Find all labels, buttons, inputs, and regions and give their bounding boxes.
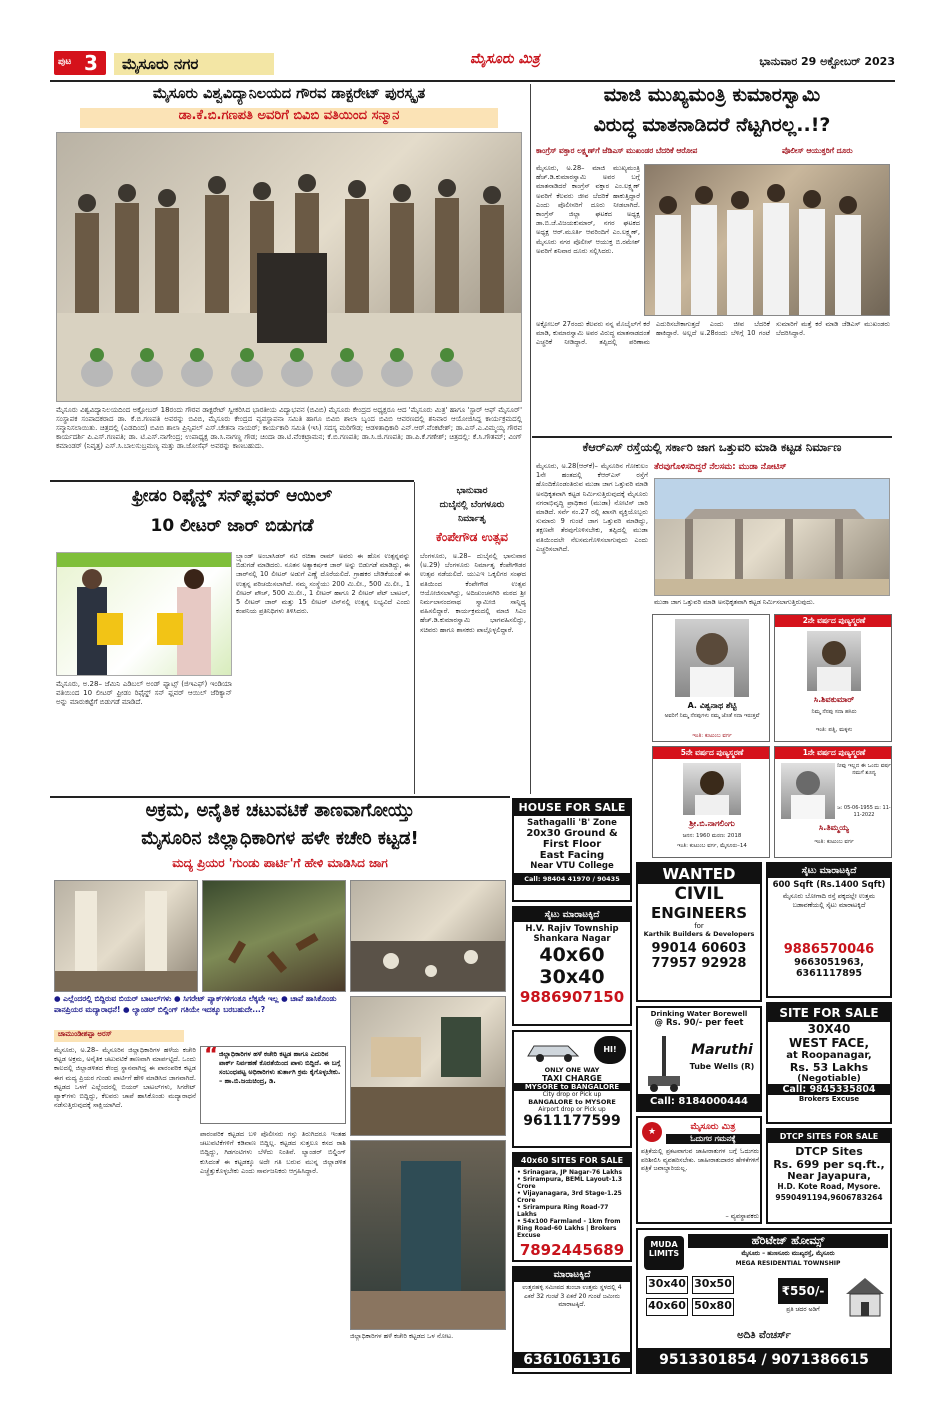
muda-badge bbox=[644, 1236, 684, 1270]
headline: ಮೈಸೂರು ವಿಶ್ವವಿದ್ಯಾನಿಲಯದ ಗೌರವ ಡಾಕ್ಟರೇಟ್ ಪುರಸ್ಕೃತ bbox=[152, 86, 426, 102]
story-body-b: ಅಕ್ಟೋಬರ್ 27ರಂದು ಕೆಲವರು ನನ್ನ ಮೊಬೈಲ್‌ಗೆ ಕರೆ ಮಾಡಿ, ಕುಮಾರಸ್ವಾಮಿ ಅವರ ವಿರುದ್ಧ ಮಾತನಾಡದಂತೆ ಎಚ್ಚರಿಕೆ ನೀಡಿದ್ದಾರೆ. ತಪ್ಪಿದಲ್ಲಿ ಪರಿಣಾಮ ಎದುರಿಸಬೇಕಾಗುತ್ತದೆ ಎಂದು ಜೀವ ಬೆದರಿಕೆ ಹಾಕಿದ್ದಾರೆ. ಅಲ್ಲದೆ ಅ.28ರಂದು ಬೆಳಿಗ್ಗೆ 10 ಗಂಟೆ ಸುಮಾರಿಗೆ ಮತ್ತೆ ಕರೆ ಮಾಡಿ ಜೆಡಿಎಸ್ ಮುಖಂಡರು ಬೆದರಿಸಿದ್ದಾರೆ. bbox=[536, 320, 890, 347]
complaint-photo bbox=[644, 164, 890, 316]
ad-item-5: • 54x100 Farmland - 1km from Ring Road-60 Lakhs | Brokers Excuse bbox=[517, 1218, 621, 1239]
obituary-photo bbox=[683, 763, 741, 815]
subheadline: ಮದ್ಯ ಪ್ರಿಯರ 'ಗುಂಡು ಪಾರ್ಟಿ'ಗೆ ಹೇಳಿ ಮಾಡಿಸಿದ ಜಾಗ bbox=[172, 856, 388, 870]
obituary-name: A. ವಿಶ್ವನಾಥ ಶೆಟ್ಟಿ bbox=[687, 701, 737, 710]
ad-phone: 6361061316 bbox=[514, 1352, 630, 1368]
obituary-thimmaiah bbox=[774, 746, 892, 858]
kicker-2: ದುಬೈನಲ್ಲಿ ಬೆಂಗಳೂರು bbox=[439, 500, 505, 510]
story-body: ಬೆಂಗಳೂರು, ಅ.28– ದುಬೈನಲ್ಲಿ ಭಾನುವಾರ (ಅ.29) ಬೆಂಗಳೂರು ನಿರ್ಮಾತೃ ಕೆಂಪೇಗೌಡರ ಉತ್ಸವ ನಡೆಯಲಿದೆ. ಯುಎಇ ಒಕ್ಕಲಿಗರ ಸಂಘದ ವತಿಯಿಂದ ಕೆಂಪೇಗೌಡ ಉತ್ಸವ ಆಯೋಜಿಸಲಾಗಿದ್ದು, ಅದಿಚುಂಚನಗಿರಿ ಮಠದ ಶ್ರೀ ನಿರ್ಮಲಾನಂದನಾಥ ಸ್ವಾಮೀಜಿ ಸಾನ್ನಿಧ್ಯ ವಹಿಸಲಿದ್ದಾರೆ. ಕಾರ್ಯಕ್ರಮದಲ್ಲಿ ಮಾಜಿ ಸಿಎಂ ಹೆಚ್.ಡಿ.ಕುಮಾರಸ್ವಾಮಿ ಭಾಗವಹಿಸಲಿದ್ದು, ಸಚಿವರು ಹಾಗೂ ಶಾಸಕರು ಪಾಲ್ಗೊಳ್ಳಲಿದ್ದಾರೆ. bbox=[420, 552, 526, 634]
obituary-family: ಇಂತಿ: ಪತ್ನಿ, ಮಕ್ಕಳು bbox=[815, 727, 853, 733]
taxi-badge-icon: HI! bbox=[594, 1036, 626, 1064]
photo-caption: ಜಿಲ್ಲಾಧಿಕಾರಿಗಳ ಹಳೆ ಕಚೇರಿ ಕಟ್ಟಡದ ಒಳ ನೋಟ. bbox=[350, 1332, 454, 1340]
ad-site-roopanagar bbox=[766, 1002, 892, 1124]
ad-line-2: TAXI CHARGE bbox=[542, 1074, 602, 1083]
ad-body: ಮೈಸೂರು ಬೋಗಾದಿ ರಸ್ತೆ ಪಕ್ಕದಲ್ಲೇ ಉತ್ತಮ ಬಡಾವಣೆಯಲ್ಲಿ ಸೈಟು ಮಾರಾಟಕ್ಕಿದೆ bbox=[782, 892, 876, 909]
obituary-header: 5ನೇ ವರ್ಷದ ಪುಣ್ಯಸ್ಮರಣೆ bbox=[653, 747, 770, 759]
size-4: 50x80 bbox=[692, 1298, 734, 1316]
story-body-2: ಪಾರಂಪರಿಕ ಕಟ್ಟಡದ ಬಳಿ ಪೊಲೀಸರು ಗಸ್ತು ತಿರುಗಿದರೂ ಇಂತಹ ಚಟುವಟಿಕೆಗಳಿಗೆ ಕಡಿವಾಣ ಬಿದ್ದಿಲ್ಲ. ಕಟ್ಟಡದ ಸುತ್ತಲೂ ಕಸದ ರಾಶಿ ಬಿದ್ದಿದ್ದು, ಗಿಡಗಂಟಿಗಳು ಬೆಳೆದು ನಿಂತಿವೆ. ಲ್ಯಾಂಡರ್ ಬಿಲ್ಡಿಂಗ್ ಕುಸಿದಂತೆ ಈ ಕಟ್ಟಡಕ್ಕೂ ಅದೇ ಗತಿ ಬರುವ ಮುನ್ನ ಜಿಲ್ಲಾಡಳಿತ ಎಚ್ಚೆತ್ತುಕೊಳ್ಳಬೇಕು ಎಂದು ಸಾರ್ವಜನಿಕರು ಆಗ್ರಹಿಸಿದ್ದಾರೆ. bbox=[200, 1130, 346, 1175]
ad-line-5: Near VTU College bbox=[530, 861, 614, 871]
construction-photo bbox=[654, 478, 890, 596]
section-name: ಮೈಸೂರು ನಗರ bbox=[114, 53, 274, 75]
size-3: 40x60 bbox=[646, 1298, 688, 1316]
door-photo bbox=[350, 1140, 506, 1330]
ad-taxi bbox=[512, 1030, 632, 1148]
kicker-1: ಭಾನುವಾರ bbox=[456, 486, 488, 496]
ad-title: DTCP SITES FOR SALE bbox=[768, 1130, 890, 1143]
obituary-dates: ಜ: 05-06-1955 ಮ: 11-11-2022 bbox=[837, 805, 891, 818]
top-rule bbox=[532, 436, 892, 438]
garbage-photo bbox=[350, 880, 506, 992]
ad-dtcp-sites bbox=[766, 1128, 892, 1224]
ad-brand-sub: Tube Wells (R) bbox=[689, 1062, 755, 1071]
headline: ಕೆಂಪೇಗೌಡ ಉತ್ಸವ bbox=[436, 530, 508, 544]
ad-line-1: WANTED bbox=[638, 864, 760, 884]
ad-sub: ಮೈಸೂರು – ಹುಣಸೂರು ಮುಖ್ಯರಸ್ತೆ, ಮೈಸೂರು bbox=[741, 1250, 835, 1257]
ad-size-2: 30x40 bbox=[539, 966, 605, 988]
ad-phone-2: 77957 92928 bbox=[651, 956, 747, 971]
ad-readers-notice bbox=[636, 1116, 762, 1224]
headline: ಕೆಆರ್‌ಎಸ್ ರಸ್ತೆಯಲ್ಲಿ ಸರ್ಕಾರಿ ಜಾಗ ಒತ್ತುವರಿ ಮಾಡಿ ಕಟ್ಟಡ ನಿರ್ಮಾಣ bbox=[582, 440, 842, 454]
obituary-info: ನೀವು ಇಲ್ಲದ ಈ ಒಂದು ವರ್ಷ ನಮಗೆ ಶೂನ್ಯ bbox=[837, 763, 891, 776]
felicitation-photo bbox=[56, 132, 522, 402]
photo-caption: ಮೈಸೂರು ವಿಶ್ವವಿದ್ಯಾನಿಲಯದಿಂದ ಅಕ್ಟೋಬರ್ 18ರಂದು ಗೌರವ ಡಾಕ್ಟರೇಟ್ ಸ್ವೀಕರಿಸಿದ ಭಾರತೀಯ ವಿದ್ಯಾಭವನ (ಬಿವಿಬಿ) ಮೈಸೂರು ಕೇಂದ್ರದ ಅಧ್ಯಕ್ಷರೂ ಆದ 'ಮೈಸೂರು ಮಿತ್ರ' ಹಾಗೂ 'ಸ್ಟಾರ್ ಆಫ್ ಮೈಸೂರ್' ಸಂಸ್ಥಾಪಕ ಸಂಪಾದಕರಾದ ಡಾ. ಕೆ.ಬಿ.ಗಣಪತಿ ಅವರನ್ನು ಬಿವಿಬಿ, ಮೈಸೂರು ಕೇಂದ್ರದ ವ್ಯವಸ್ಥಾಪನಾ ಸಮಿತಿ ಹಾಗೂ ಬಿವಿಬಿ ಶಾಲಾ ಬೃಂದ ಬಿವಿಬಿ ಆವರಣದಲ್ಲಿ ಶನಿವಾರ ಆಯೋಜಿಸಿದ್ದ ಕಾರ್ಯಕ್ರಮದಲ್ಲಿ ಸನ್ಮಾನಿಸಲಾಯಿತು. ಚಿತ್ರದಲ್ಲಿ (ಎಡದಿಂದ) ಬಿವಿಬಿ ಶಾಲಾ ಪ್ರಿನ್ಸಿಪಲ್ ಎಸ್.ಚೇತನಾ ನಾಯರ್; ಕಾರ್ಯಕಾರಿ ಸಮಿತಿ (ಇಸಿ) ಸದಸ್ಯ ಮರಿಗೌಡ; ಆಡಳಿತಾಧಿಕಾರಿ ಎನ್.ಆರ್.ವೆಂಕಟೇಶ್; ಡಾ.ಎಸ್.ಎ.ವಿಮ್ಮಯ್ಯ ಗೌರವ ಕಾರ್ಯದರ್ಶಿ ಪಿ.ಎಸ್.ಗಣಪತಿ; ಡಾ. ಟಿ.ಎಸ್.ನಾಗೇಂದ್ರ; ಉಪಾಧ್ಯಕ್ಷ ಡಾ.ಸಿ.ನಾಗಣ್ಣ ಗೌಡ; ಚಿಂದಾ ಡಾ.ಟಿ.ವೆಂಕಟ್ರಾಮನ; ಕೆ.ಬಿ.ಗಣಪತಿ; ಡಾ.ಸಿ.ಜಿ.ಗಣಪತಿ; ಡಾ.ಪಿ.ಕೆ.ಗಣೇಶ್; ಚಿತ್ರದಲ್ಲಿ: ಕೆ.ಸಿ.ಗೌತಮ್; ವಿಂಗ್ ಕಮಾಂಡರ್ (ನಿವೃತ್ತ) ಎಸ್.ಸಿ.ಬಾಲಸುಬ್ರಮಣ್ಯ ಮತ್ತು ಡಾ.ಜೋಸೆಫ್ ಅವರನ್ನು ಕಾಣಬಹುದು. bbox=[56, 406, 522, 450]
headline-line2: ವಿರುದ್ಧ ಮಾತನಾಡಿದರೆ ನೆಟ್ಟಗಿರಲ್ಲ..!? bbox=[593, 114, 831, 136]
ad-borewell bbox=[636, 1006, 762, 1112]
story-body-a: ಮೈಸೂರು, ಅ.28– ಮಾಜಿ ಮುಖ್ಯಮಂತ್ರಿ ಹೆಚ್.ಡಿ.ಕುಮಾರಸ್ವಾಮಿ ಅವರ ಬಗ್ಗೆ ಮಾತನಾಡಿದರೆ ಕಾಂಗ್ರೆಸ್ ವಕ್ತಾರ ಎಂ.ಲಕ್ಷ್ಮಣ್ ಅವರಿಗೆ ಕೆಲವರು ಜೀವ ಬೆದರಿಕೆ ಹಾಕುತ್ತಿದ್ದಾರೆ ಎಂದು ಪೊಲೀಸರಿಗೆ ದೂರು ನೀಡಲಾಗಿದೆ. ಕಾಂಗ್ರೆಸ್ ಜಿಲ್ಲಾ ಘಟಕದ ಅಧ್ಯಕ್ಷ ಡಾ.ಬಿ.ಜೆ.ವಿಜಯಕುಮಾರ್, ನಗರ ಘಟಕದ ಅಧ್ಯಕ್ಷ ಆರ್.ಮೂರ್ತಿ ಆವರಿಂದಿಗೆ ಎಂ.ಲಕ್ಷ್ಮಣ್, ಮೈಸೂರು ನಗರ ಪೊಲೀಸ್ ಆಯುಕ್ತ ಬಿ.ರಮೇಶ್ ಅವರಿಗೆ ಶನಿವಾರ ದೂರು ಸಲ್ಲಿಸಿದರು. bbox=[536, 164, 640, 255]
ad-40x60-sites bbox=[512, 1152, 632, 1262]
car-icon bbox=[524, 1038, 584, 1062]
headline-line2: 10 ಲೀಟರ್ ಜಾರ್ ಬಿಡುಗಡೆ bbox=[150, 516, 314, 536]
issue-date: ಭಾನುವಾರ 29 ಅಕ್ಟೋಬರ್ 2023 bbox=[759, 55, 895, 68]
kicker-3: ನಿರ್ಮಾತೃ bbox=[458, 514, 486, 524]
ad-line-4: Rs. 53 Lakhs bbox=[789, 1061, 869, 1074]
quote-text: ಜಿಲ್ಲಾಧಿಕಾರಿಗಳ ಹಳೆ ಕಚೇರಿ ಕಟ್ಟಡ ಹಾಗೂ ಎದುರಿನ ಪಾರ್ಕ್ ನಿರ್ವಹಣೆ ಕೊರತೆಯಿಂದ ಪಾಳು ಬಿದ್ದಿದೆ. ಈ ಬಗ್ಗೆ ಸಂಬಂಧಪಟ್ಟ ಅಧಿಕಾರಿಗಳು ತುರ್ತಾಗಿ ಕ್ರಮ ಕೈಗೊಳ್ಳಬೇಕು. – ಹಾ.ಬಿ.ಜಯಚಿಂದ್ರ, ಡಿ. bbox=[219, 1050, 341, 1085]
ad-header: ಮಾರಾಟಕ್ಕಿದೆ bbox=[514, 1268, 630, 1282]
obituary-shivakumar bbox=[774, 614, 892, 742]
ad-line-5: BANGALORE to MYSORE bbox=[528, 1098, 616, 1106]
ad-line-5: Karthik Builders & Developers bbox=[643, 930, 755, 938]
ad-line-4: H.D. Kote Road, Mysore. bbox=[777, 1182, 881, 1191]
ad-line-1: 30X40 bbox=[807, 1022, 851, 1036]
story-body-1: ಮೈಸೂರು, ಅ.28– ಮೈಸೂರಿನ ಜಿಲ್ಲಾಧಿಕಾರಿಗಳ ಹಳೆಯ ಕಚೇರಿ ಕಟ್ಟಡ ಅಕ್ರಮ, ಅನೈತಿಕ ಚಟುವಟಿಕೆ ತಾಣವಾಗಿ ಮಾರ್ಪಟ್ಟಿದೆ. ಒಂದು ಕಾಲದಲ್ಲಿ ಜಿಲ್ಲಾಡಳಿತದ ಕೇಂದ್ರ ಸ್ಥಾನವಾಗಿದ್ದ ಈ ಪಾರಂಪರಿಕ ಕಟ್ಟಡ ಈಗ ಮದ್ಯ ಪ್ರಿಯರ ಗುಂಡು ಪಾರ್ಟಿಗೆ ಹೇಳಿ ಮಾಡಿಸಿದ ಜಾಗವಾಗಿದೆ. ಕಟ್ಟಡದ ಒಳಗೆ ಎಲ್ಲೆಂದರಲ್ಲಿ ಬಿಯರ್ ಬಾಟಲ್‌ಗಳು, ಸಿಗರೇಟ್ ಪ್ಯಾಕ್‌ಗಳು ಬಿದ್ದಿದ್ದು, ಕೆಲವರು ಚಾಪೆ ಹಾಸಿಕೊಂಡು ಮದ್ಯಾರಾಧನೆ ನಡೆಸುತ್ತಿರುವುದಕ್ಕೆ ಸಾಕ್ಷಿಯಾಗಿದೆ. bbox=[54, 1046, 196, 1110]
ad-line-1: Sathagalli 'B' Zone bbox=[527, 818, 617, 828]
obituary-header: 1ನೇ ವರ್ಷದ ಪುಣ್ಯಸ್ಮರಣೆ bbox=[775, 747, 892, 759]
story-freedom-oil bbox=[50, 480, 414, 794]
newspaper-name: ಮೈಸೂರು ಮಿತ್ರ bbox=[470, 51, 540, 67]
ad-line-3: MYSORE to BANGALORE bbox=[514, 1083, 630, 1091]
story-body: ಮೈಸೂರು, ಅ.28(ಆರ್‌ಕೆ)– ಮೈಸೂರಿನ ಗೋಕುಲಂ 1ನೇ ಹಂತದಲ್ಲಿ ಕೆಆರ್‌ಎಸ್ ರಸ್ತೆಗೆ ಹೊಂದಿಕೊಂಡಂತಿರುವ ಮುಡಾ ಜಾಗ ಒತ್ತುವರಿ ಮಾಡಿ ಅನಧಿಕೃತವಾಗಿ ಕಟ್ಟಡ ನಿರ್ಮಿಸುತ್ತಿರುವುದಕ್ಕೆ ಮೈಸೂರು ನಗರಾಭಿವೃದ್ಧಿ ಪ್ರಾಧಿಕಾರ (ಮುಡಾ) ನೋಟಿಸ್ ಜಾರಿ ಮಾಡಿದೆ. ಸರ್ವೆ ನಂ.27 ರಲ್ಲಿ ಖಾಸಗಿ ವ್ಯಕ್ತಿಯೊಬ್ಬರು ಸುಮಾರು 9 ಗುಂಟೆ ಜಾಗ ಒತ್ತುವರಿ ಮಾಡಿದ್ದು, ತಕ್ಷಣವೇ ತೆರವುಗೊಳಿಸಬೇಕು, ತಪ್ಪಿದಲ್ಲಿ ಮುಡಾ ವತಿಯಿಂದಲೇ ನೆಲಸಮಗೊಳಿಸಲಾಗುವುದು ಎಂದು ಎಚ್ಚರಿಸಲಾಗಿದೆ. bbox=[536, 462, 648, 553]
interior-photo bbox=[350, 996, 506, 1136]
ad-phone: Call: 9845335804 bbox=[768, 1084, 890, 1095]
ad-line-3: ENGINEERS bbox=[650, 904, 748, 922]
photo-caption: ಮೈಸೂರು, ಅ.28– ಜೆಮಿನಿ ಎಡಿಬಲ್ ಅಂಡ್ ಫ್ಯಾಟ್ಸ್ (ಜಿಇಎಫ್) ಇಂಡಿಯಾ ವತಿಯಿಂದ 10 ಲೀಟರ್ ಫ್ರೀಡಂ ರಿಫೈನ್ಡ್ ಸನ್ ಫ್ಲವರ್ ಆಯಿಲ್ ಜೆರಿಕ್ಯಾನ್ ಅನ್ನು ಮಾರುಕಟ್ಟೆಗೆ ಬಿಡುಗಡೆ ಮಾಡಿದೆ. bbox=[56, 680, 232, 706]
ad-house-for-sale bbox=[512, 798, 632, 902]
ad-line-5: (Negotiable) bbox=[797, 1074, 861, 1084]
ad-header: ಸೈಟು ಮಾರಾಟಕ್ಕಿದೆ bbox=[768, 864, 890, 878]
ad-line-1: 600 Sqft (Rs.1400 Sqft) bbox=[772, 880, 886, 890]
group-photo-figures bbox=[57, 133, 522, 402]
headline-line1: ಫ್ರೀಡಂ ರಿಫೈನ್ಡ್ ಸನ್‌ಫ್ಲವರ್ ಆಯಿಲ್ bbox=[131, 486, 333, 506]
column-rule bbox=[530, 84, 531, 794]
ad-item-4: • Srirampura Ring Road-77 Lakhs bbox=[517, 1204, 609, 1218]
ad-line-1: Drinking Water Borewell bbox=[650, 1010, 748, 1018]
obituary-photo bbox=[675, 619, 749, 697]
ad-township: MEGA RESIDENTIAL TOWNSHIP bbox=[735, 1260, 841, 1267]
obituary-name: ಸಿ.ಶಿವಕುಮಾರ್ bbox=[813, 695, 855, 704]
ad-brand: Maruthi bbox=[691, 1042, 753, 1058]
drilling-rig-icon bbox=[644, 1036, 684, 1092]
ad-body: ಪತ್ರಿಕೆಯಲ್ಲಿ ಪ್ರಕಟವಾಗುವ ಜಾಹೀರಾತುಗಳ ಬಗ್ಗೆ ಓದುಗರು ಪರಿಶೀಲಿಸಿ ವ್ಯವಹರಿಸಬೇಕು. ಜಾಹೀರಾತುದಾರರ ಹೇಳಿಕೆಗಳಿಗೆ ಪತ್ರಿಕೆ ಜವಾಬ್ದಾರಿಯಲ್ಲ. bbox=[641, 1148, 759, 1172]
ad-land-sale bbox=[512, 1266, 632, 1374]
page-number: 3 bbox=[84, 51, 98, 75]
ad-title: SITE FOR SALE bbox=[768, 1004, 890, 1022]
ad-phone: Call: 98404 41970 / 90435 51407 bbox=[514, 873, 630, 885]
price: ₹550/- bbox=[778, 1278, 828, 1304]
pull-quote bbox=[200, 1046, 346, 1124]
obituary-family: ಇಂತಿ: ಕುಟುಂಬ ವರ್ಗ, ಮೈಸೂರು–14 bbox=[677, 843, 747, 849]
quote-mark-icon: “ bbox=[204, 1046, 219, 1068]
ad-line-6: Airport drop or Pick up bbox=[538, 1106, 606, 1113]
story-honorary-doctorate bbox=[50, 84, 528, 476]
page-header bbox=[50, 47, 895, 79]
house-icon bbox=[842, 1274, 888, 1318]
ad-header: ಸೈಟು ಮಾರಾಟಕ್ಕಿದೆ bbox=[514, 908, 630, 922]
byline: ಚಾಮುಂಡೀಶಪ್ಪಾ ಅರಸ್ bbox=[54, 1030, 184, 1042]
size-2: 30x50 bbox=[692, 1276, 734, 1294]
ad-line-6: Brokers Excuse bbox=[798, 1095, 860, 1103]
ad-line-4: City drop or Pick up bbox=[542, 1091, 602, 1098]
ad-body: ಉತ್ತನಹಳ್ಳಿ ಸಮೀಪದ ತುಂಬಾ ಉತ್ತಮ ಸ್ಥಳದಲ್ಲಿ 4 ಎಕರೆ 32 ಗುಂಟೆ 3 ಏಕರೆ 20 ಗುಂಟೆ ಜಮೀನು ಮಾರಾಟಕ್ಕಿದೆ. bbox=[522, 1284, 622, 1308]
story-encroachment bbox=[532, 436, 892, 612]
ad-phone: 9886907150 bbox=[519, 988, 625, 1006]
ad-paper: ಮೈಸೂರು ಮಿತ್ರ bbox=[690, 1122, 736, 1132]
obituary-vishwanath bbox=[652, 614, 770, 742]
ad-line-3: at Roopanagar, bbox=[786, 1050, 872, 1061]
headline-line1: ಮಾಜಿ ಮುಖ್ಯಮಂತ್ರಿ ಕುಮಾರಸ್ವಾಮಿ bbox=[603, 84, 821, 106]
ad-line-3: Near Jayapura, bbox=[787, 1171, 871, 1182]
ad-line-4: East Facing bbox=[539, 850, 605, 861]
top-rule bbox=[50, 480, 414, 482]
ad-phone: 9590491194,9606783264 bbox=[775, 1193, 883, 1202]
ad-phone: 9513301854 / 9071386615 bbox=[638, 1348, 890, 1372]
ad-heritage-homes bbox=[636, 1228, 892, 1374]
ad-site-600sqft bbox=[766, 862, 892, 998]
obituary-info: ನಿಮ್ಮ ನೆನಪು ಸದಾ ಹಸಿರು bbox=[811, 709, 857, 715]
story-body: ಬ್ರ್ಯಾಂಡ್ ಅಂಬಾಸಿಡರ್ ನಟಿ ರಚಿತಾ ರಾಮ್ ಅವರು ಈ ಹೊಸ ಉತ್ಪನ್ನವನ್ನು ಬಿಡುಗಡೆ ಮಾಡಿದರು. ನೂತನ ಅತ್ಯಾಕರ್ಷಕ ಜಾರ್ ಅನ್ನು ಬಿಡುಗಡೆ ಮಾಡಿದ್ದು, ಈ ಜಾರ್‌ನಲ್ಲಿ 10 ಲೀಟರ್ ಅಡುಗೆ ಎಣ್ಣೆ ದೊರೆಯಲಿದೆ. ಗ್ರಾಹಕರ ಬೇಡಿಕೆಯಂತೆ ಈ ಉತ್ಪನ್ನ ಪರಿಚಯಿಸಲಾಗಿದೆ. ನಮ್ಮ ಸಂಸ್ಥೆಯು 200 ಮಿ.ಲೀ., 500 ಮಿ.ಲೀ., 1 ಲೀಟರ್ ಪೌಚ್, 500 ಮಿ.ಲೀ., 1 ಲೀಟರ್ ಹಾಗೂ 2 ಲೀಟರ್ ಪೆಟ್ ಬಾಟಲ್, 5 ಲೀಟರ್ ಜಾರ್ ಮತ್ತು 15 ಲೀಟರ್ ಟಿನ್‌ನಲ್ಲಿ ಉತ್ಪನ್ನ ಲಭ್ಯವಿದೆ ಎಂದು ಕಂಪನಿಯ ಪ್ರತಿನಿಧಿಗಳು ತಿಳಿಸಿದರು. bbox=[236, 552, 410, 616]
ad-phone-1: 99014 60603 bbox=[651, 941, 747, 956]
ad-brand: ಹೆರಿಟೇಜ್ ಹೋಮ್ಸ್ bbox=[688, 1234, 888, 1248]
ad-phone: 9611177599 bbox=[523, 1113, 621, 1129]
ad-line-2: Rs. 699 per sq.ft., bbox=[773, 1158, 885, 1171]
price-note: ಪ್ರತಿ ಚದರ ಅಡಿಗೆ bbox=[786, 1306, 820, 1313]
obituary-photo bbox=[781, 763, 835, 819]
badge-line-2: LIMITS bbox=[648, 1249, 680, 1258]
ad-line-2: 20x30 Ground & bbox=[526, 828, 618, 839]
ad-line-2: CIVIL bbox=[674, 884, 724, 904]
obituary-info: ಜನನ: 1960 ಮರಣ: 2018 bbox=[682, 833, 742, 839]
ad-phone-2: 9663051963, 6361117895 bbox=[794, 957, 864, 979]
ad-title: 40x60 SITES FOR SALE bbox=[514, 1154, 630, 1167]
emblem-icon: ★ bbox=[642, 1122, 662, 1142]
bottles-photo bbox=[202, 880, 346, 992]
badge-line-1: MUDA bbox=[650, 1240, 678, 1249]
obituary-family: ಇಂತಿ: ಕುಟುಂಬ ವರ್ಗ bbox=[814, 839, 854, 845]
ad-wanted-civil-engineers bbox=[636, 862, 762, 1002]
obituary-name: ಸಿ.ತಿಮ್ಮಯ್ಯ bbox=[819, 823, 849, 832]
ad-line-4: for bbox=[694, 922, 704, 930]
headline-line2: ಮೈಸೂರಿನ ಜಿಲ್ಲಾಧಿಕಾರಿಗಳ ಹಳೇ ಕಚೇರಿ ಕಟ್ಟಡ! bbox=[141, 828, 419, 849]
story-kumaraswamy bbox=[532, 84, 892, 434]
ad-line-2: WEST FACE, bbox=[788, 1036, 870, 1050]
column-rule bbox=[414, 482, 415, 794]
obituary-header: 2ನೇ ವರ್ಷದ ಪುಣ್ಯಸ್ಮರಣೆ bbox=[775, 615, 892, 627]
subheadline: ಡಾ.ಕೆ.ಬಿ.ಗಣಪತಿ ಅವರಿಗೆ ಬಿವಿಬಿ ವತಿಯಿಂದ ಸನ್ಮಾನ bbox=[80, 108, 498, 128]
photo-caption: ಮುಡಾ ಜಾಗ ಒತ್ತುವರಿ ಮಾಡಿ ಅನಧಿಕೃತವಾಗಿ ಕಟ್ಟಡ ನಿರ್ಮಿಸಲಾಗುತ್ತಿರುವುದು. bbox=[654, 598, 815, 606]
bullet-points: ● ಎಲ್ಲೆಂದರಲ್ಲಿ ಬಿದ್ದಿರುವ ಬಿಯರ್ ಬಾಟಲ್‌ಗಳು ● ಸಿಗರೇಟ್ ಪ್ಯಾಕ್‌ಗಳಿಗಂತೂ ಲೆಕ್ಕವೇ ಇಲ್ಲ ● ಚಾಪೆ ಹಾಸಿಕೊಂಡು ಪಾನಪ್ರಿಯರ ಮದ್ಯಾರಾಧನೆ! ● ಲ್ಯಾಂಡರ್ ಬಿಲ್ಡಿಂಗ್ ಗತಿಯೇ ಇದಕ್ಕೂ ಬರಬಹುದೇ...? bbox=[54, 994, 337, 1014]
story-kempegowda bbox=[416, 480, 528, 794]
ad-line-2: Shankara Nagar bbox=[533, 934, 611, 944]
story-old-dc-office bbox=[50, 796, 510, 1376]
page-number-box bbox=[54, 51, 106, 75]
obituary-family: ಇಂತಿ: ಕುಟುಂಬ ವರ್ಗ bbox=[692, 733, 732, 739]
page-label: ಪುಟ bbox=[58, 57, 72, 67]
ad-line-1: H.V. Rajiv Township bbox=[525, 924, 619, 934]
ad-phone-1: 9886570046 bbox=[783, 942, 875, 957]
top-rule bbox=[50, 796, 510, 798]
launch-figures bbox=[57, 553, 232, 676]
header-rule bbox=[50, 80, 895, 82]
ad-item-1: • Srinagara, JP Nagar-76 Lakhs bbox=[517, 1169, 623, 1176]
launch-photo bbox=[56, 552, 232, 676]
ad-line-1: DTCP Sites bbox=[795, 1145, 863, 1158]
company: ಅದಿತಿ ವೆಂಚರ್ಸ್ bbox=[737, 1330, 791, 1341]
obituary-nagalingu bbox=[652, 746, 770, 858]
ad-title: HOUSE FOR SALE bbox=[514, 800, 630, 816]
headline-line1: ಅಕ್ರಮ, ಅನೈತಿಕ ಚಟುವಟಿಕೆ ತಾಣವಾಗೋಯ್ತು bbox=[145, 800, 415, 821]
obituary-name: ಶ್ರೀ.ಬಿ.ನಾಗಲಿಂಗು bbox=[689, 819, 735, 828]
subheadline: ತೆರವುಗೊಳಿಸದಿದ್ದರೆ ನೆಲಸಮ: ಮುಡಾ ನೋಟಿಸ್ bbox=[654, 462, 787, 472]
ad-site-rajiv-township bbox=[512, 906, 632, 1026]
people-figures bbox=[645, 165, 890, 316]
ad-header: ಓದುಗರ ಗಮನಕ್ಕೆ bbox=[666, 1134, 760, 1144]
obituary-photo bbox=[807, 631, 861, 691]
ad-phone: 7892445689 bbox=[519, 1241, 625, 1259]
ad-line-3: First Floor bbox=[542, 839, 602, 850]
ad-from: – ವ್ಯವಸ್ಥಾಪಕರು bbox=[725, 1212, 759, 1220]
ad-line-2: @ Rs. 90/- per feet bbox=[654, 1018, 744, 1028]
bullet-2: ಪೊಲೀಸ್ ಆಯುಕ್ತರಿಗೆ ದೂರು bbox=[782, 146, 853, 155]
ad-line-1: ONLY ONE WAY bbox=[544, 1066, 600, 1074]
obituary-info: ಅವರಿಗೆ ನಿಮ್ಮ ನೆನಪುಗಳು ನಮ್ಮ ಜೊತೆ ಸದಾ ಇರುತ್ತವೆ bbox=[664, 713, 760, 719]
construction-drawing bbox=[655, 479, 890, 596]
bullet-1: ಕಾಂಗ್ರೆಸ್ ವಕ್ತಾರ ಲಕ್ಷ್ಮಣ್‌ಗೆ ಜೆಡಿಎಸ್ ಮುಖಂಡರ ಬೆದರಿಕೆ ಆರೋಪ bbox=[536, 146, 698, 155]
size-1: 30x40 bbox=[646, 1276, 688, 1294]
ad-item-2: • Srirampura, BEML Layout-1.3 Crore bbox=[517, 1176, 622, 1190]
ad-phone: Call: 8184000444 bbox=[638, 1094, 760, 1110]
building-wall-photo bbox=[54, 880, 198, 992]
ad-size-1: 40x60 bbox=[539, 944, 605, 966]
ad-item-3: • Vijayanagara, 3rd Stage-1.25 Crore bbox=[517, 1190, 622, 1204]
